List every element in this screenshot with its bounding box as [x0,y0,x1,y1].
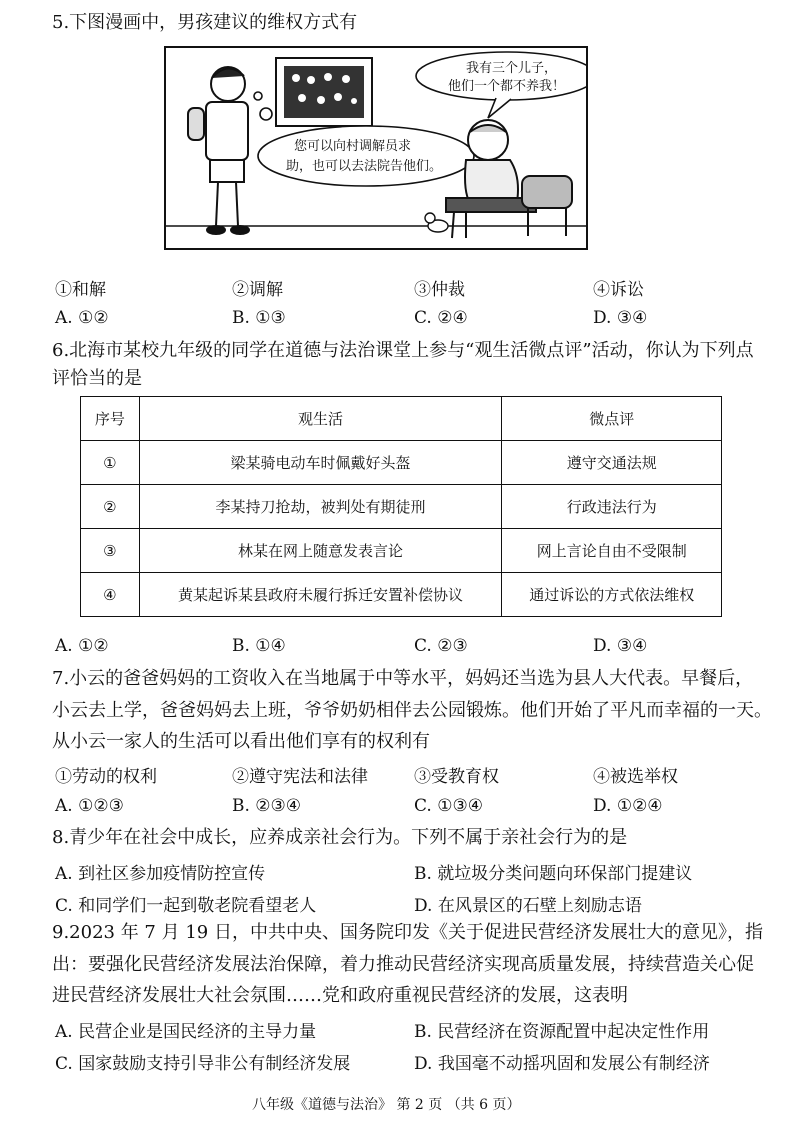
q5-option-b: B. ①③ [232,308,286,328]
table-cell-observation: 李某持刀抢劫，被判处有期徒刑 [139,485,502,529]
q9-option-a: A. 民营企业是国民经济的主导力量 [55,1022,317,1042]
q8-option-c: C. 和同学们一起到敬老院看望老人 [55,896,317,916]
cartoon-drawing [166,48,586,248]
table-cell-observation: 林某在网上随意发表言论 [139,529,502,573]
table-row [81,485,722,529]
table-header-row [81,397,722,441]
q5-option-c: C. ②④ [414,308,468,328]
q8-stem: 8.青少年在社会中成长，应养成亲社会行为。下列不属于亲社会行为的是 [52,827,628,848]
table-row [81,573,722,617]
q5-item-2: ②调解 [232,280,283,300]
q8-option-d: D. 在风景区的石壁上刻励志语 [414,896,642,916]
table-cell-comment: 遵守交通法规 [502,441,722,485]
table-row [81,441,722,485]
q7-item-2: ②遵守宪法和法律 [232,767,368,787]
q5-item-3: ③仲裁 [414,280,465,300]
q7-option-b: B. ②③④ [232,796,302,816]
q6-option-a: A. ①② [55,636,109,656]
boy-thought-line1: 您可以向村调解员求 [294,139,412,154]
table-cell-comment: 通过诉讼的方式依法维权 [502,573,722,617]
table-header-index: 序号 [81,397,140,441]
table-cell-observation: 黄某起诉某县政府未履行拆迁安置补偿协议 [139,573,502,617]
q5-option-d: D. ③④ [593,308,648,328]
q5-stem: 5.下图漫画中，男孩建议的维权方式有 [52,12,358,33]
q6-option-b: B. ①④ [232,636,286,656]
q8-option-b: B. 就垃圾分类问题向环保部门提建议 [414,864,693,884]
q5-item-4: ④诉讼 [593,280,644,300]
q9-option-d: D. 我国毫不动摇巩固和发展公有制经济 [414,1054,710,1074]
table-header-comment: 微点评 [502,397,722,441]
q7-stem-line1: 7.小云的爸爸妈妈的工资收入在当地属于中等水平，妈妈还当选为县人大代表。早餐后， [52,668,754,689]
table-header-observation: 观生活 [139,397,502,441]
page-footer: 八年级《道德与法治》 第 2 页 （共 6 页） [252,1097,521,1113]
q9-option-b: B. 民营经济在资源配置中起决定性作用 [414,1022,710,1042]
q8-option-a: A. 到社区参加疫情防控宣传 [55,864,266,884]
old-man-speech-line2: 他们一个都不养我！ [448,79,566,94]
q9-stem-line3: 进民营经济发展壮大社会氛围……党和政府重视民营经济的发展，这表明 [52,985,628,1006]
old-man-speech-line1: 我有三个儿子， [466,61,558,76]
q6-option-d: D. ③④ [593,636,648,656]
table-cell-index: ③ [81,529,140,573]
q7-stem-line2: 小云去上学，爸爸妈妈去上班，爷爷奶奶相伴去公园锻炼。他们开始了平凡而幸福的一天。 [52,700,772,721]
table-cell-index: ② [81,485,140,529]
q6-stem-line1: 6.北海市某校九年级的同学在道德与法治课堂上参与“观生活微点评”活动，你认为下列点 [52,340,754,361]
table-cell-comment: 行政违法行为 [502,485,722,529]
q7-item-4: ④被选举权 [593,767,678,787]
table-cell-index: ④ [81,573,140,617]
q7-option-a: A. ①②③ [55,796,124,816]
q6-option-c: C. ②③ [414,636,468,656]
table-cell-observation: 梁某骑电动车时佩戴好头盔 [139,441,502,485]
q7-option-d: D. ①②④ [593,796,663,816]
q7-option-c: C. ①③④ [414,796,483,816]
cartoon-illustration [164,46,588,250]
q7-item-3: ③受教育权 [414,767,499,787]
q9-option-c: C. 国家鼓励支持引导非公有制经济发展 [55,1054,351,1074]
table-row [81,529,722,573]
q9-stem-line1: 9.2023 年 7 月 19 日，中共中央、国务院印发《关于促进民营经济发展壮大的意见》，指 [52,922,763,943]
q7-stem-line3: 从小云一家人的生活可以看出他们享有的权利有 [52,731,430,752]
q5-item-1: ①和解 [55,280,106,300]
table-cell-index: ① [81,441,140,485]
table-cell-comment: 网上言论自由不受限制 [502,529,722,573]
q6-stem-line2: 评恰当的是 [52,368,142,389]
q6-table [80,396,722,617]
q7-item-1: ①劳动的权利 [55,767,157,787]
q5-option-a: A. ①② [55,308,109,328]
boy-thought-line2: 助，也可以去法院告他们。 [286,159,443,174]
q9-stem-line2: 出：要强化民营经济发展法治保障，着力推动民营经济实现高质量发展，持续营造关心促 [52,954,754,975]
